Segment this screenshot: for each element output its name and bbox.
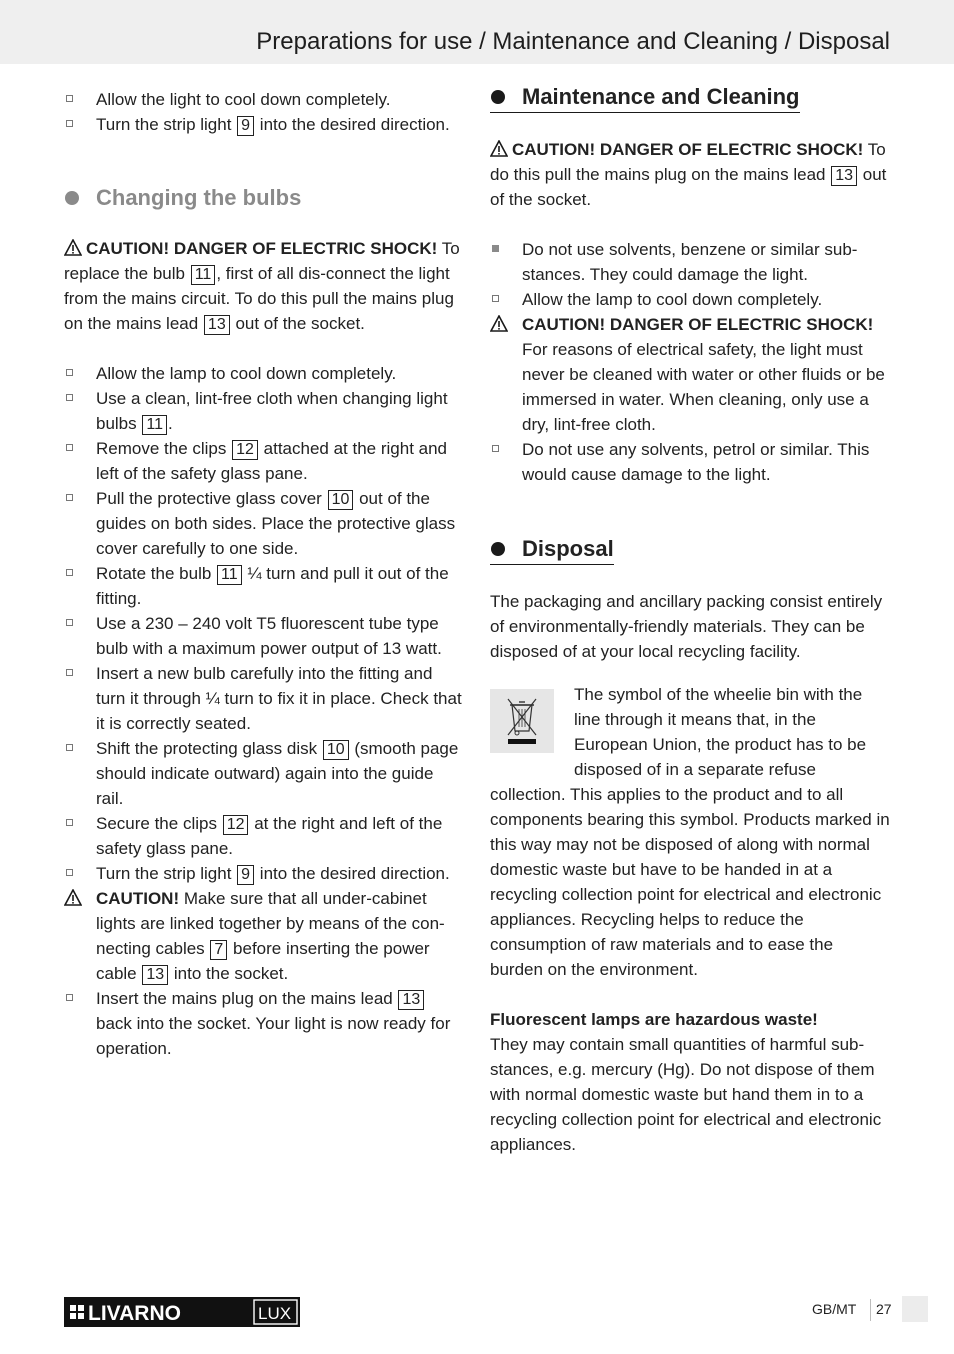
list-item: Allow the lamp to cool down completely. — [490, 287, 890, 312]
section-bullet-icon — [491, 90, 505, 104]
list-item: Do not use solvents, benzene or similar sub-stances. They could damage the light. — [490, 237, 890, 287]
caution-item: CAUTION! Make sure that all under-cabinet lights are linked together by means of the con-necting cables 7 before inserting the power cable 13 into the socket. — [64, 886, 464, 986]
list-item: Insert the mains plug on the mains lead 13 back into the socket. Your light is now ready for operation. — [64, 986, 464, 1061]
bullet-icon — [66, 394, 73, 401]
disposal-paragraph: The packaging and ancillary packing consist entirely of environmentally-friendly materials. They can be disposed of at your local recycling facility. — [490, 592, 883, 661]
part-reference: 12 — [223, 815, 249, 835]
bullet-icon — [66, 494, 73, 501]
caution-paragraph: CAUTION! DANGER OF ELECTRIC SHOCK! To do this pull the mains plug on the mains lead 13 out of the socket. — [490, 140, 887, 209]
bullet-icon — [66, 95, 73, 102]
bullet-icon — [66, 819, 73, 826]
livarno-lux-logo — [64, 1297, 300, 1327]
list-item: Pull the protective glass cover 10 out of the guides on both sides. Place the protective glass cover carefully to one side. — [64, 486, 464, 561]
part-reference: 11 — [142, 415, 167, 435]
part-reference: 11 — [217, 565, 242, 585]
section-heading-changing-bulbs: Changing the bulbs — [64, 184, 301, 212]
part-reference: 9 — [237, 116, 254, 136]
bullet-icon — [66, 994, 73, 1001]
caution-item: CAUTION! DANGER OF ELECTRIC SHOCK! For reasons of electrical safety, the light must never be cleaned with water or other fluids or be immersed in water. When cleaning, only use a dry, lint-free cloth. — [490, 312, 890, 437]
part-reference: 10 — [328, 490, 354, 510]
bullet-icon — [66, 669, 73, 676]
list-item: Allow the light to cool down completely. — [64, 87, 464, 112]
wheelie-bin-paragraph: The symbol of the wheelie bin with the line through it means that, in the European Union, the product has to be disposed of in a separate refuse collection. This applies to the product and to all components bearing this symbol. Products marked in this way may not be disposed of along with normal domestic waste but have to be handed in at a recycling collection point for electrical and electronic appliances. Recycling helps to reduce the consumption of raw materials and to ease the burden on the environment. — [490, 685, 890, 979]
section-bullet-icon — [491, 542, 505, 556]
locale-label: GB/MT — [812, 1301, 857, 1317]
section-heading-disposal: Disposal — [490, 535, 614, 565]
list-item: Insert a new bulb carefully into the fitting and turn it through ¼ turn to fix it in place. Check that it is correctly seated. — [64, 661, 464, 736]
list-item: Use a 230 – 240 volt T5 fluorescent tube type bulb with a maximum power output of 13 watt. — [64, 611, 464, 661]
hazard-title: Fluorescent lamps are hazardous waste! — [490, 1010, 818, 1029]
caution-paragraph: CAUTION! DANGER OF ELECTRIC SHOCK! To replace the bulb 11 , first of all dis-connect the light from the mains circuit. To do this pull the mains plug on the mains lead 13 out of the socket. — [64, 239, 460, 333]
list-item: Turn the strip light 9 into the desired direction. — [64, 861, 464, 886]
bullet-icon — [66, 369, 73, 376]
part-reference: 12 — [232, 440, 258, 460]
left-column — [64, 87, 464, 1061]
list-item: Allow the lamp to cool down completely. — [64, 361, 464, 386]
part-reference: 9 — [237, 865, 254, 885]
part-reference: 7 — [210, 940, 227, 960]
bullet-icon — [66, 744, 73, 751]
bullet-icon — [492, 245, 499, 252]
part-reference: 11 — [191, 265, 216, 285]
section-heading-maintenance: Maintenance and Cleaning — [490, 83, 800, 113]
logo-suffix-text: LUX — [258, 1304, 292, 1323]
crossed-wheelie-bin-icon — [490, 689, 554, 753]
wheelie-bin-symbol — [490, 689, 554, 753]
bullet-icon — [492, 295, 499, 302]
section-bullet-icon — [65, 191, 79, 205]
list-item: Use a clean, lint-free cloth when changing light bulbs 11 . — [64, 386, 464, 436]
steps-list — [64, 361, 464, 1061]
part-reference: 13 — [204, 315, 230, 335]
list-item: Rotate the bulb 11 ¼ turn and pull it out of the fitting. — [64, 561, 464, 611]
bullet-icon — [492, 445, 499, 452]
footer-tab-marker — [902, 1296, 928, 1322]
warning-triangle-icon — [64, 239, 82, 256]
bullet-icon — [66, 569, 73, 576]
list-item: Remove the clips 12 attached at the right and left of the safety glass pane. — [64, 436, 464, 486]
list-item: Turn the strip light 9 into the desired direction. — [64, 112, 464, 137]
bullet-icon — [66, 444, 73, 451]
logo-brand-text: LIVARNO — [88, 1302, 181, 1325]
warning-triangle-icon — [64, 889, 82, 906]
hazard-note — [490, 1007, 890, 1157]
warning-triangle-icon — [490, 140, 508, 157]
list-item: Secure the clips 12 at the right and left of the safety glass pane. — [64, 811, 464, 861]
part-reference: 13 — [398, 990, 424, 1010]
hazard-text: They may contain small quantities of harmful sub-stances, e.g. mercury (Hg). Do not dispose of them with normal domestic waste but hand them in to a recycling collection point for electrical and electronic appliances. — [490, 1035, 882, 1154]
right-column — [490, 83, 890, 1157]
page-number: 27 — [876, 1301, 892, 1317]
part-reference: 10 — [323, 740, 349, 760]
footer-divider — [870, 1299, 871, 1321]
bullet-icon — [66, 869, 73, 876]
list-item: Shift the protecting glass disk 10 (smooth page should indicate outward) again into the guide rail. — [64, 736, 464, 811]
bullet-icon — [66, 619, 73, 626]
page-title: Preparations for use / Maintenance and Cleaning / Disposal — [256, 28, 890, 55]
list-item: Do not use any solvents, petrol or similar. This would cause damage to the light. — [490, 437, 890, 487]
part-reference: 13 — [831, 166, 857, 186]
bullet-icon — [66, 120, 73, 127]
part-reference: 13 — [142, 965, 168, 985]
page-header — [0, 0, 954, 64]
maintenance-list — [490, 237, 890, 487]
warning-triangle-icon — [490, 315, 508, 332]
